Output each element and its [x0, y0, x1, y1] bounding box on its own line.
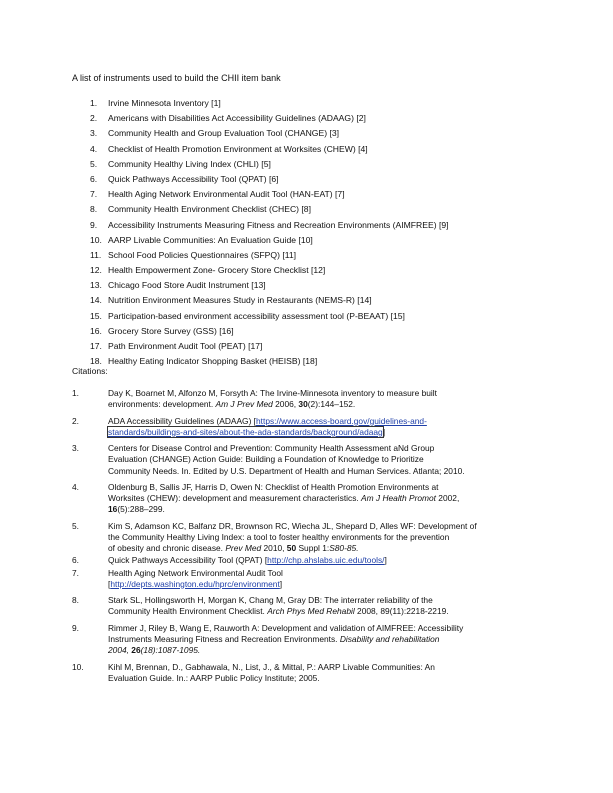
page-heading: A list of instruments used to build the CHII item bank: [72, 73, 281, 83]
citation-item: 2. ADA Accessibility Guidelines (ADAAG) [https://www.access-board.gov/guidelines-and- standards/buildings-and-sites/about-the-ada-standards/background/adaag]: [72, 415, 427, 437]
instrument-name: AARP Livable Communities: An Evaluation Guide [10]: [108, 234, 313, 245]
citation-list: [72, 388, 542, 689]
instrument-name: Healthy Eating Indicator Shopping Basket (HEISB) [18]: [108, 356, 318, 367]
instrument-number: 18.: [90, 356, 102, 367]
instrument-number: 8.: [90, 204, 98, 215]
instrument-number: 9.: [90, 219, 98, 230]
instrument-name: Irvine Minnesota Inventory [1]: [108, 98, 221, 108]
instrument-name: Chicago Food Store Audit Instrument [13]: [108, 280, 266, 291]
instrument-number: 1.: [90, 98, 98, 108]
instrument-number: 16.: [90, 325, 102, 336]
instrument-name: Quick Pathways Accessibility Tool (QPAT) [6]: [108, 173, 279, 184]
instrument-number: 12.: [90, 265, 102, 276]
citation-item: 10. Kihl M, Brennan, D., Gabhawala, N., List, J., & Mittal, P.: AARP Livable Communities: An Evaluation Guide. In.: AARP Public Policy Institute; 2005.: [72, 661, 435, 683]
citation-item: 8. Stark SL, Hollingsworth H, Morgan K, Chang M, Gray DB: The interrater reliability of the Community Health Environment Checklist. Arch Phys Med Rehabil 2008, 89(11):2218-2219.: [72, 595, 449, 617]
instrument-number: 14.: [90, 295, 102, 306]
citations-label: Citations:: [72, 366, 108, 376]
instrument-name: School Food Policies Questionnaires (SFPQ) [11]: [108, 249, 297, 260]
instrument-name: Community Health Environment Checklist (CHEC) [8]: [108, 204, 311, 215]
citation-item: 4. Oldenburg B, Sallis JF, Harris D, Owen N: Checklist of Health Promotion Environments at Worksites (CHEW): development and measurement characteristics. Am J Health Promot 2002, 16(5):288–299.: [72, 481, 460, 515]
instrument-number: 11.: [90, 249, 102, 260]
citation-item: 1. Day K, Boarnet M, Alfonzo M, Forsyth A: The Irvine-Minnesota inventory to measure built environments: development. Am J Prev Med 2006, 30(2):144–152.: [72, 388, 437, 410]
instrument-name: Path Environment Audit Tool (PEAT) [17]: [108, 341, 263, 351]
instrument-number: 10.: [90, 234, 102, 245]
instrument-name: Health Aging Network Environmental Audit Tool (HAN-EAT) [7]: [108, 189, 345, 200]
citation-item: 9. Rimmer J, Riley B, Wang E, Rauworth A: Development and validation of AIMFREE: Accessibility Instruments Measuring Fitness and Recreation Environments. Disability and rehabilitation 2004, 26(18):1087-1095.: [72, 622, 464, 656]
instrument-name: Community Health and Group Evaluation Tool (CHANGE) [3]: [108, 128, 340, 139]
instrument-name: Accessibility Instruments Measuring Fitness and Recreation Environments (AIMFREE) [9]: [108, 219, 449, 230]
instrument-name: Americans with Disabilities Act Accessibility Guidelines (ADAAG) [2]: [108, 113, 366, 124]
instrument-name: Checklist of Health Promotion Environment at Worksites (CHEW) [4]: [108, 143, 368, 154]
instrument-number: 7.: [90, 189, 98, 200]
instrument-number: 3.: [90, 128, 98, 139]
instrument-number: 2.: [90, 113, 98, 124]
citation-link[interactable]: http://chp.ahslabs.uic.edu/tools/: [267, 555, 385, 566]
citation-link[interactable]: https://www.access-board.gov/guidelines-and-: [256, 415, 427, 426]
instrument-name: Nutrition Environment Measures Study in Restaurants (NEMS-R) [14]: [108, 295, 372, 306]
instrument-name: Grocery Store Survey (GSS) [16]: [108, 325, 234, 336]
instrument-name: Participation-based environment accessibility assessment tool (P-BEAAT) [15]: [108, 310, 405, 321]
citation-item: 7. Health Aging Network Environmental Audit Tool [http://depts.washington.edu/hprc/environment]: [72, 567, 283, 589]
instrument-name: Health Empowerment Zone- Grocery Store Checklist [12]: [108, 265, 326, 276]
citation-item: 5. Kim S, Adamson KC, Balfanz DR, Brownson RC, Wiecha JL, Shepard D, Alles WF: Development of the Community Healthy Living Index: a tool to foster healthy environments for the prevention of obesity and chronic disease. Prev Med 2010, 50 Suppl 1:S80-85.: [72, 520, 477, 554]
citation-link[interactable]: standards/buildings-and-sites/about-the-ada-standards/background/adaag: [108, 426, 383, 437]
instrument-number: 5.: [90, 158, 98, 169]
instrument-number: 4.: [90, 143, 98, 154]
instrument-number: 15.: [90, 310, 102, 321]
instrument-number: 6.: [90, 173, 98, 184]
citation-item: 3. Centers for Disease Control and Prevention: Community Health Assessment aNd Group Evaluation (CHANGE) Action Guide: Building a Foundation of Knowledge to Prioritize Community Needs. In. Edited by U.S. Department of Health and Human Services. Atlanta; 2010.: [72, 443, 465, 476]
instrument-number: 13.: [90, 280, 102, 291]
instrument-name: Community Healthy Living Index (CHLI) [5]: [108, 158, 271, 169]
instrument-number: 17.: [90, 341, 102, 351]
citation-item: 6. Quick Pathways Accessibility Tool (QPAT) [http://chp.ahslabs.uic.edu/tools/]: [72, 555, 387, 566]
citation-link[interactable]: http://depts.washington.edu/hprc/environment: [110, 578, 280, 589]
